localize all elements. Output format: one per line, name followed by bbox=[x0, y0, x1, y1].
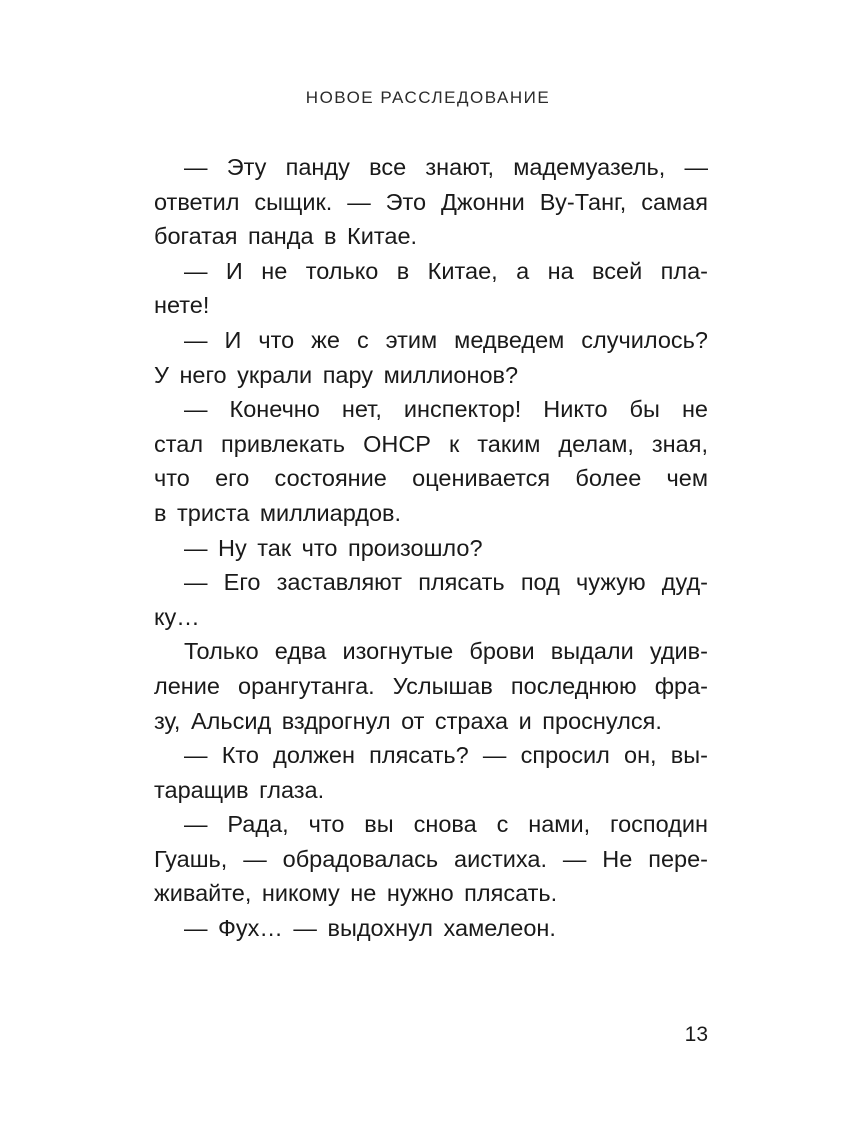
text-line: богатая панда в Китае. bbox=[154, 223, 418, 250]
text-line: в триста миллиардов. bbox=[154, 499, 402, 526]
text-line: Гуашь, — обрадовалась аистиха. — Не пере- bbox=[154, 845, 708, 872]
text-line: таращив глаза. bbox=[154, 776, 325, 803]
text-line: — Его заставляют плясать под чужую дуд- bbox=[184, 569, 708, 596]
text-line: что его состояние оценивается более чем bbox=[154, 465, 708, 492]
text-line: — Эту панду все знают, мадемуазель, — bbox=[184, 154, 708, 180]
text-line: ответил сыщик. — Это Джонни Ву-Танг, самая bbox=[154, 188, 708, 215]
text-line: ку… bbox=[154, 603, 200, 630]
text-line: У него украли пару миллионов? bbox=[154, 361, 519, 388]
text-line: зу, Альсид вздрогнул от страха и проснулся. bbox=[154, 707, 662, 734]
page-body-text bbox=[154, 150, 708, 946]
text-line: ление орангутанга. Услышав последнюю фра- bbox=[154, 672, 708, 699]
text-line: — Конечно нет, инспектор! Никто бы не bbox=[184, 396, 708, 423]
text-line: стал привлекать ОНСР к таким делам, зная, bbox=[154, 430, 708, 457]
page-number: 13 bbox=[684, 1023, 708, 1046]
text-line: — И не только в Китае, а на всей пла- bbox=[184, 257, 708, 284]
text-line: — Фух… — выдохнул хамелеон. bbox=[184, 915, 556, 942]
text-line: — Кто должен плясать? — спросил он, вы- bbox=[184, 742, 708, 769]
text-line: — Ну так что произошло? bbox=[184, 534, 483, 561]
running-header: НОВОЕ РАССЛЕДОВАНИЕ bbox=[305, 88, 551, 107]
text-line: Только едва изогнутые брови выдали удив- bbox=[184, 638, 708, 665]
text-line: живайте, никому не нужно плясать. bbox=[154, 880, 558, 907]
text-line: нете! bbox=[154, 292, 210, 319]
text-line: — Рада, что вы снова с нами, господин bbox=[184, 811, 708, 838]
text-line: — И что же с этим медведем случилось? bbox=[184, 326, 708, 353]
